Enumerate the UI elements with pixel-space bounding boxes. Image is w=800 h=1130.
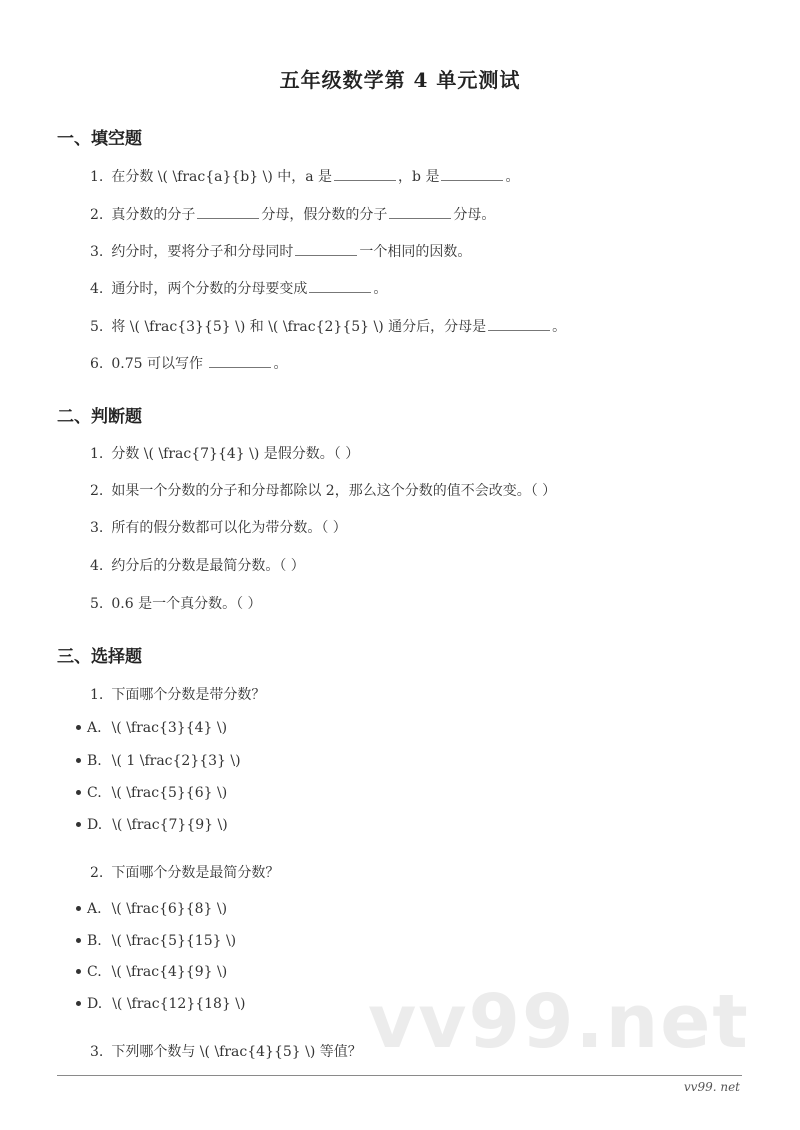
question-number: 2. bbox=[90, 483, 104, 499]
question-number: 5. bbox=[90, 596, 104, 612]
choice-question-2 bbox=[90, 862, 279, 882]
bullet-icon bbox=[76, 790, 81, 795]
option-text: \( 1 \frac{2}{3} \) bbox=[111, 753, 241, 769]
question-text: 约分后的分数是最简分数。（ ） bbox=[111, 558, 305, 574]
watermark: vv99.net bbox=[368, 979, 750, 1065]
choice-question-3 bbox=[90, 1041, 362, 1061]
question-text: 将 \( \frac{3}{5} \) 和 \( \frac{2}{5} \) 通分后，分母是 bbox=[111, 319, 487, 335]
question-text: 0.6 是一个真分数。（ ） bbox=[111, 596, 262, 612]
choice-option[interactable] bbox=[76, 720, 227, 736]
question-text: 0.75 可以写作 bbox=[111, 356, 208, 372]
question-text: 一个相同的因数。 bbox=[359, 244, 472, 260]
question-number: 1. bbox=[90, 446, 104, 462]
bullet-icon bbox=[76, 906, 81, 911]
question-text: 。 bbox=[373, 281, 388, 297]
section-heading-fill: 一、填空题 bbox=[57, 129, 142, 149]
option-letter: A. bbox=[87, 901, 102, 917]
fill-question-5 bbox=[90, 316, 566, 336]
judge-question-1 bbox=[90, 443, 359, 463]
question-text: 约分时，要将分子和分母同时 bbox=[111, 244, 294, 260]
option-letter: B. bbox=[87, 933, 102, 949]
question-text: 真分数的分子 bbox=[111, 207, 196, 223]
question-number: 3. bbox=[90, 1044, 104, 1060]
option-text: \( \frac{4}{9} \) bbox=[111, 964, 228, 980]
answer-blank[interactable] bbox=[488, 329, 550, 331]
option-text: \( \frac{3}{4} \) bbox=[111, 720, 228, 736]
choice-option[interactable] bbox=[76, 933, 236, 949]
answer-blank[interactable] bbox=[309, 291, 371, 293]
question-number: 5. bbox=[90, 319, 104, 335]
answer-blank[interactable] bbox=[389, 217, 451, 219]
question-number: 6. bbox=[90, 356, 104, 372]
question-text: 分数 \( \frac{7}{4} \) 是假分数。（ ） bbox=[111, 446, 360, 462]
page-title: 五年级数学第 4 单元测试 bbox=[279, 68, 521, 92]
question-number: 3. bbox=[90, 244, 104, 260]
judge-question-2 bbox=[90, 480, 556, 500]
bullet-icon bbox=[76, 822, 81, 827]
question-text: 通分时，两个分数的分母要变成 bbox=[111, 281, 308, 297]
question-text: 在分数 \( \frac{a}{b} \) 中，a 是 bbox=[111, 169, 333, 185]
section-heading-judge: 二、判断题 bbox=[57, 407, 142, 427]
option-letter: C. bbox=[87, 964, 102, 980]
question-number: 3. bbox=[90, 520, 104, 536]
choice-question-1 bbox=[90, 684, 265, 704]
option-letter: B. bbox=[87, 753, 102, 769]
option-text: \( \frac{6}{8} \) bbox=[111, 901, 228, 917]
question-text: 如果一个分数的分子和分母都除以 2，那么这个分数的值不会改变。（ ） bbox=[111, 483, 557, 499]
question-text: 。 bbox=[273, 356, 288, 372]
fill-question-2 bbox=[90, 204, 495, 224]
option-letter: C. bbox=[87, 785, 102, 801]
answer-blank[interactable] bbox=[209, 366, 271, 368]
choice-option[interactable] bbox=[76, 996, 245, 1012]
question-text: 下面哪个分数是最简分数？ bbox=[111, 865, 280, 881]
answer-blank[interactable] bbox=[334, 179, 396, 181]
question-text: 下列哪个数与 \( \frac{4}{5} \) 等值？ bbox=[111, 1044, 362, 1060]
question-text: 分母。 bbox=[453, 207, 496, 223]
option-text: \( \frac{12}{18} \) bbox=[112, 996, 246, 1012]
question-text: ，b 是 bbox=[398, 169, 440, 185]
option-text: \( \frac{5}{15} \) bbox=[111, 933, 237, 949]
choice-option[interactable] bbox=[76, 785, 227, 801]
option-letter: D. bbox=[87, 817, 103, 833]
section-heading-choice: 三、选择题 bbox=[57, 647, 142, 667]
fill-question-1 bbox=[90, 166, 519, 186]
question-number: 2. bbox=[90, 865, 104, 881]
fill-question-6 bbox=[90, 353, 287, 373]
bullet-icon bbox=[76, 1001, 81, 1006]
answer-blank[interactable] bbox=[441, 179, 503, 181]
question-text: 所有的假分数都可以化为带分数。（ ） bbox=[111, 520, 347, 536]
question-number: 4. bbox=[90, 281, 104, 297]
judge-question-4 bbox=[90, 555, 305, 575]
question-text: 。 bbox=[552, 319, 567, 335]
bullet-icon bbox=[76, 938, 81, 943]
option-text: \( \frac{5}{6} \) bbox=[111, 785, 228, 801]
bullet-icon bbox=[76, 725, 81, 730]
answer-blank[interactable] bbox=[295, 254, 357, 256]
judge-question-3 bbox=[90, 517, 347, 537]
question-number: 1. bbox=[90, 169, 104, 185]
option-letter: A. bbox=[87, 720, 102, 736]
question-text: 。 bbox=[505, 169, 520, 185]
choice-option[interactable] bbox=[76, 964, 227, 980]
question-number: 1. bbox=[90, 687, 104, 703]
bullet-icon bbox=[76, 969, 81, 974]
question-number: 2. bbox=[90, 207, 104, 223]
judge-question-5 bbox=[90, 593, 262, 613]
option-text: \( \frac{7}{9} \) bbox=[112, 817, 228, 833]
fill-question-4 bbox=[90, 278, 387, 298]
choice-option[interactable] bbox=[76, 753, 241, 769]
option-letter: D. bbox=[87, 996, 103, 1012]
answer-blank[interactable] bbox=[197, 217, 259, 219]
choice-option[interactable] bbox=[76, 901, 227, 917]
choice-option[interactable] bbox=[76, 817, 228, 833]
footer-site-label: vv99. net bbox=[683, 1080, 740, 1094]
fill-question-3 bbox=[90, 241, 471, 261]
question-number: 4. bbox=[90, 558, 104, 574]
question-text: 分母，假分数的分子 bbox=[261, 207, 388, 223]
question-text: 下面哪个分数是带分数？ bbox=[111, 687, 266, 703]
bullet-icon bbox=[76, 758, 81, 763]
footer-divider bbox=[57, 1075, 742, 1076]
